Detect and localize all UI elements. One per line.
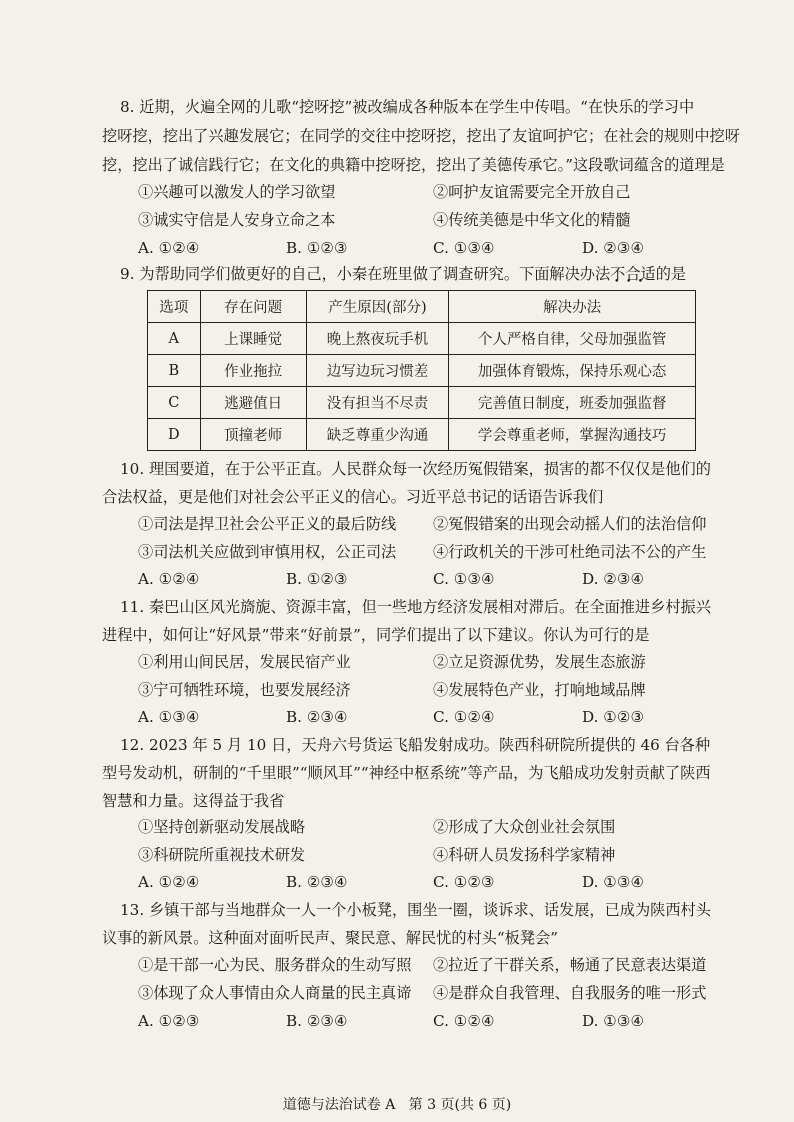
choice-a: A. ①③④ [138, 708, 200, 726]
table-cell: 顶撞老师 [200, 419, 306, 451]
statement-1: ①坚持创新驱动发展战略 [138, 818, 306, 836]
table-cell: 上课睡觉 [200, 323, 306, 355]
statement-1: ①兴趣可以激发人的学习欲望 [138, 183, 336, 201]
choice-d: D. ①②③ [582, 708, 645, 726]
choice-b: B. ②③④ [286, 708, 348, 726]
statement-2: ②立足资源优势，发展生态旅游 [433, 653, 646, 671]
choice-c: C. ①②③ [433, 873, 495, 891]
table-cell: 学会尊重老师，掌握沟通技巧 [449, 419, 696, 451]
table-cell: 加强体育锻炼，保持乐观心态 [449, 355, 696, 387]
question-stem-line: 11. 秦巴山区风光旖旎、资源丰富，但一些地方经济发展相对滞后。在全面推进乡村振兴 [120, 598, 711, 616]
table-row [148, 323, 696, 355]
question-stem-line: 议事的新风景。这种面对面听民声、聚民意、解民忧的村头“板凳会” [102, 929, 558, 947]
statement-4: ④行政机关的干涉可杜绝司法不公的产生 [433, 543, 707, 561]
statement-1: ①是干部一心为民、服务群众的生动写照 [138, 956, 412, 974]
stem-text: 的是 [655, 265, 687, 283]
table-row [148, 355, 696, 387]
question-stem-line: 合法权益，更是他们对社会公平正义的信心。习近平总书记的话语告诉我们 [102, 488, 604, 506]
page-footer: 道德与法治试卷 A 第 3 页(共 6 页) [282, 1097, 512, 1113]
table-cell: 边写边玩习惯差 [306, 355, 449, 387]
choice-a: A. ①②④ [138, 239, 200, 257]
table-row [148, 419, 696, 451]
statement-2: ②呵护友谊需要完全开放自己 [433, 183, 631, 201]
statement-3: ③诚实守信是人安身立命之本 [138, 211, 336, 229]
statement-2: ②冤假错案的出现会动摇人们的法治信仰 [433, 515, 707, 533]
question-stem-line: 10. 理国要道，在于公平正直。人民群众每一次经历冤假错案，损害的都不仅仅是他们的 [120, 460, 711, 478]
choice-c: C. ①③④ [433, 239, 495, 257]
choice-b: B. ①②③ [286, 239, 348, 257]
question-stem-line: 13. 乡镇干部与当地群众一人一个小板凳，围坐一圈，谈诉求、话发展，已成为陕西村头 [120, 901, 711, 919]
statement-3: ③司法机关应做到审慎用权，公正司法 [138, 543, 397, 561]
table-cell: 个人严格自律，父母加强监管 [449, 323, 696, 355]
table-cell: 缺乏尊重少沟通 [306, 419, 449, 451]
table-header: 选项 [148, 291, 201, 323]
table-cell: D [148, 419, 201, 451]
question-stem-line [120, 264, 686, 284]
table-cell: 晚上熬夜玩手机 [306, 323, 449, 355]
table-header: 存在问题 [200, 291, 306, 323]
question-stem-line: 进程中，如何让“好风景”带来“好前景”，同学们提出了以下建议。你认为可行的是 [102, 626, 650, 644]
choice-d: D. ②③④ [582, 239, 645, 257]
question-stem-line: 12. 2023 年 5 月 10 日，天舟六号货运飞船发射成功。陕西科研院所提供的 46 台各种 [120, 736, 711, 754]
statement-4: ④科研人员发扬科学家精神 [433, 846, 616, 864]
stem-text: 9. 为帮助同学们做更好的自己，小秦在班里做了调查研究。下面解决办法 [120, 265, 611, 283]
table-header-row [148, 291, 696, 323]
table-cell: 完善值日制度，班委加强监督 [449, 387, 696, 419]
statement-3: ③科研院所重视技术研发 [138, 846, 306, 864]
table-header: 解决办法 [449, 291, 696, 323]
table-cell: 作业拖拉 [200, 355, 306, 387]
choice-b: B. ②③④ [286, 873, 348, 891]
choice-a: A. ①②④ [138, 873, 200, 891]
table-cell: A [148, 323, 201, 355]
statement-4: ④传统美德是中华文化的精髓 [433, 211, 631, 229]
choice-c: C. ①③④ [433, 570, 495, 588]
statement-2: ②拉近了干群关系，畅通了民意表达渠道 [433, 956, 707, 974]
question-stem-line: 智慧和力量。这得益于我省 [102, 792, 285, 810]
statement-4: ④是群众自我管理、自我服务的唯一形式 [433, 984, 707, 1002]
statement-1: ①司法是捍卫社会公平正义的最后防线 [138, 515, 397, 533]
choice-a: A. ①②③ [138, 1012, 200, 1030]
statement-1: ①利用山间民居，发展民宿产业 [138, 653, 351, 671]
table-row [148, 387, 696, 419]
question-stem-line: 挖，挖出了诚信践行它；在文化的典籍中挖呀挖，挖出了美德传承它。”这段歌词蕴含的道理是 [102, 156, 725, 174]
choice-c: C. ①②④ [433, 1012, 495, 1030]
question-stem-line: 8. 近期，火遍全网的儿歌“挖呀挖”被改编成各种版本在学生中传唱。“在快乐的学习中 [120, 98, 695, 116]
question-stem-line: 型号发动机，研制的“千里眼”“顺风耳”“神经中枢系统”等产品，为飞船成功发射贡献了陕西 [102, 764, 711, 782]
emphasized-text: 不合适 • • • [610, 265, 656, 283]
choice-b: B. ①②③ [286, 570, 348, 588]
choice-d: D. ②③④ [582, 570, 645, 588]
choice-b: B. ②③④ [286, 1012, 348, 1030]
choice-a: A. ①②④ [138, 570, 200, 588]
survey-table [147, 290, 696, 451]
table-cell: C [148, 387, 201, 419]
choice-c: C. ①②④ [433, 708, 495, 726]
statement-3: ③体现了众人事情由众人商量的民主真谛 [138, 984, 412, 1002]
table-header: 产生原因(部分) [306, 291, 449, 323]
table-cell: B [148, 355, 201, 387]
choice-d: D. ①③④ [582, 873, 645, 891]
table-cell: 没有担当不尽责 [306, 387, 449, 419]
statement-2: ②形成了大众创业社会氛围 [433, 818, 616, 836]
statement-4: ④发展特色产业，打响地域品牌 [433, 681, 646, 699]
table-cell: 逃避值日 [200, 387, 306, 419]
statement-3: ③宁可牺牲环境，也要发展经济 [138, 681, 351, 699]
choice-d: D. ①③④ [582, 1012, 645, 1030]
question-stem-line: 挖呀挖，挖出了兴趣发展它；在同学的交往中挖呀挖，挖出了友谊呵护它；在社会的规则中挖呀 [102, 127, 740, 145]
